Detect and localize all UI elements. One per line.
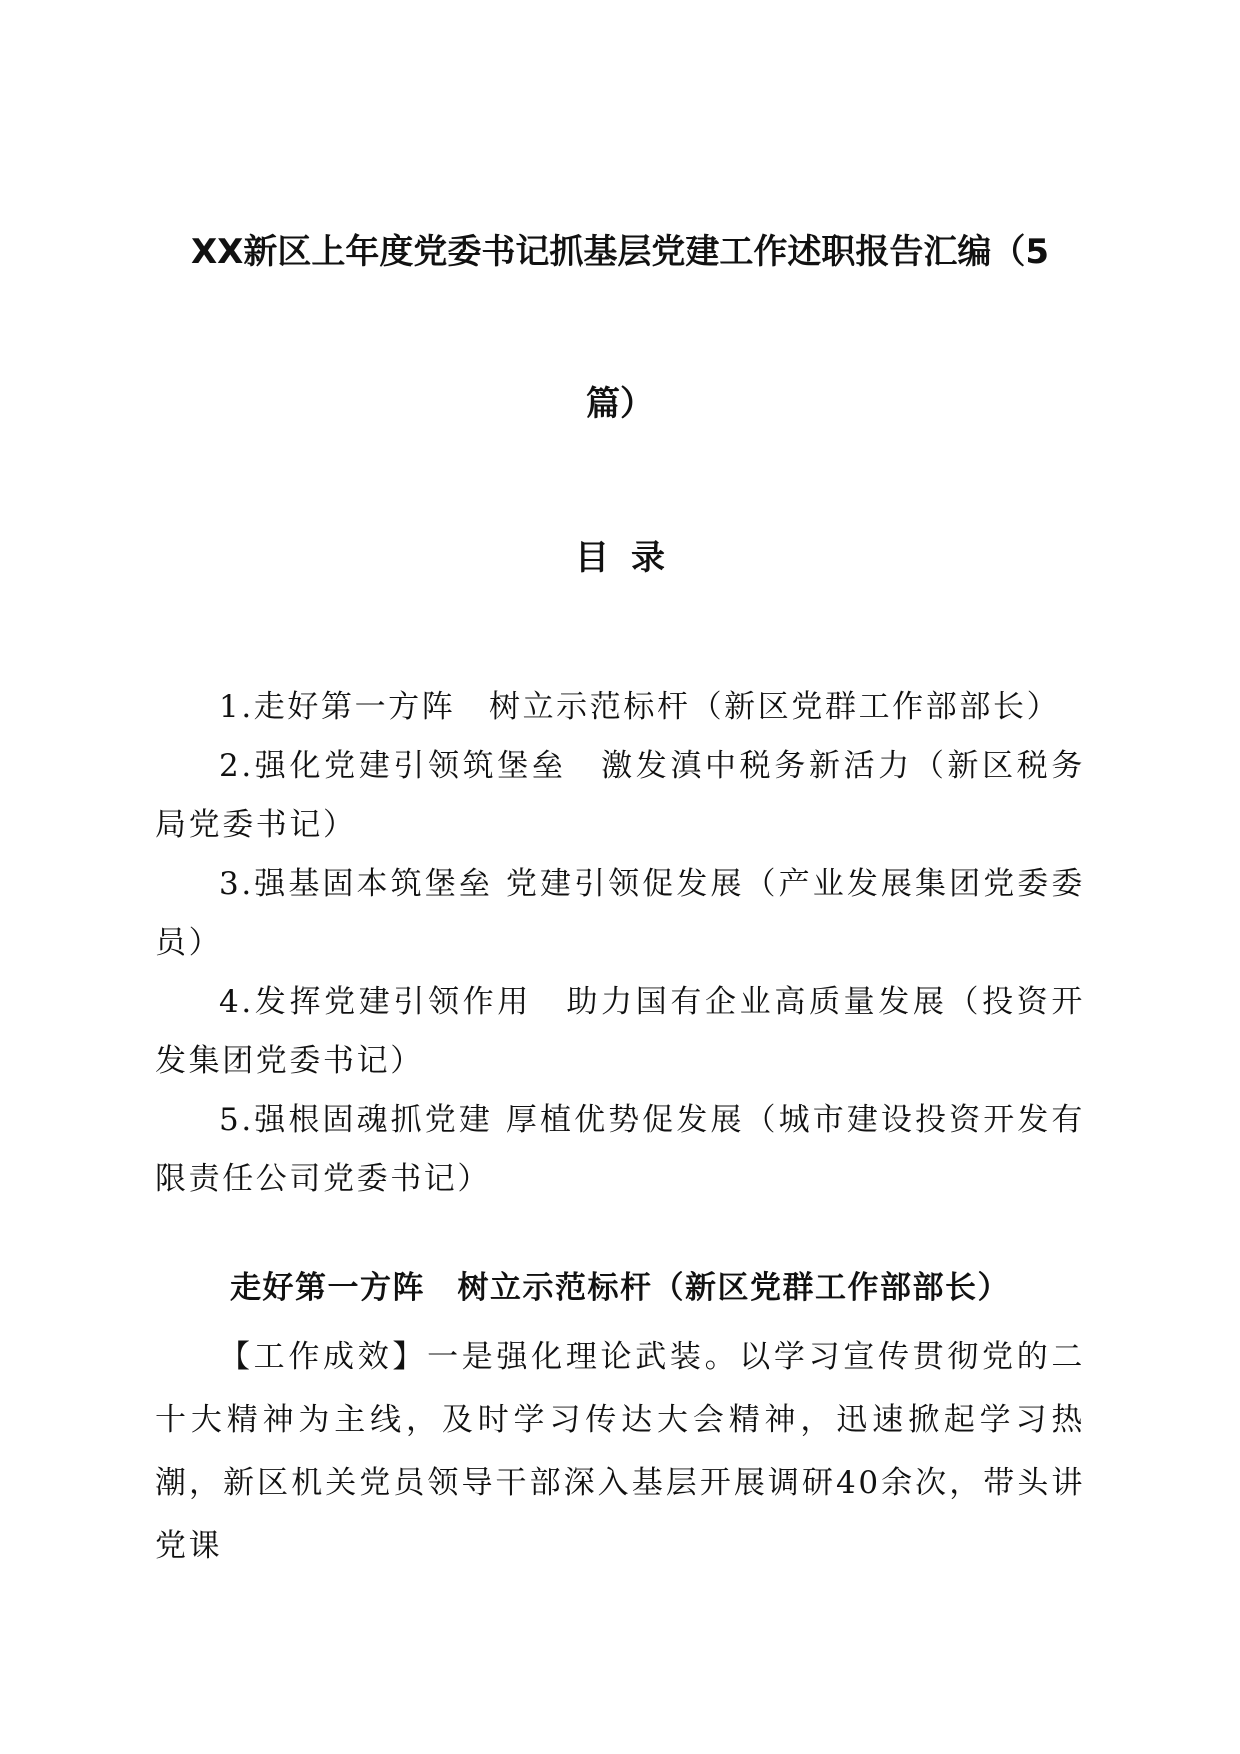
toc-item: 1.走好第一方阵 树立示范标杆（新区党群工作部部长）	[219, 689, 1061, 725]
body-paragraph: 【工作成效】一是强化理论武装。以学习宣传贯彻党的二十大精神为主线，及时学习传达大会精神，迅速掀起学习热潮，新区机关党员领导干部深入基层开展调研40余次，带头讲党课	[155, 1339, 1085, 1564]
toc-item: 4.发挥党建引领作用 助力国有企业高质量发展（投资开发集团党委书记）	[155, 984, 1085, 1079]
document-title-line-2: 篇）	[586, 384, 654, 424]
table-of-contents-heading: 目录	[575, 538, 687, 578]
toc-item: 2.强化党建引领筑堡垒 激发滇中税务新活力（新区税务局党委书记）	[155, 748, 1085, 843]
document-title-line-1: XX新区上年度党委书记抓基层党建工作述职报告汇编（5	[190, 232, 1050, 272]
section-heading: 走好第一方阵 树立示范标杆（新区党群工作部部长）	[230, 1270, 1010, 1306]
toc-item: 5.强根固魂抓党建 厚植优势促发展（城市建设投资开发有限责任公司党委书记）	[155, 1102, 1085, 1197]
toc-item: 3.强基固本筑堡垒 党建引领促发展（产业发展集团党委委员）	[155, 866, 1085, 961]
table-of-contents	[155, 678, 1085, 1209]
